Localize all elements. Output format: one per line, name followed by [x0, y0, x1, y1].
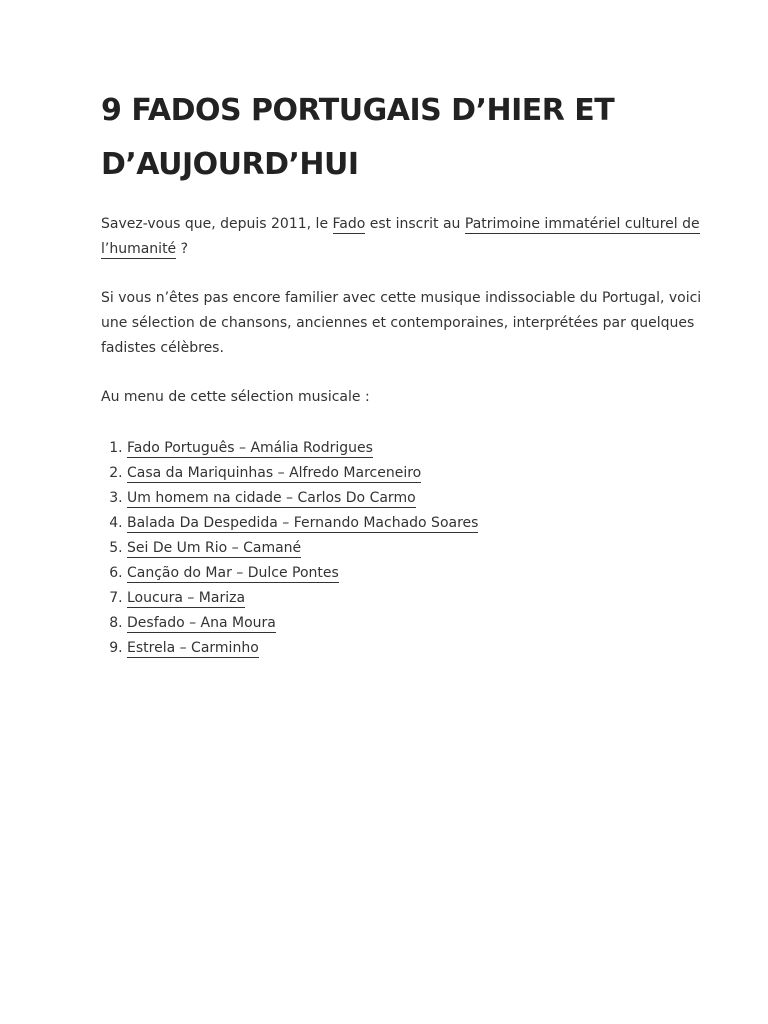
fado-link-9[interactable]: Estrela – Carminho [127, 640, 259, 656]
intro-text-3: ? [176, 241, 189, 257]
intro-paragraph [101, 212, 708, 262]
fado-link-8[interactable]: Desfado – Ana Moura [127, 615, 276, 631]
menu-intro-paragraph: Au menu de cette sélection musicale : [101, 389, 370, 405]
fado-list [101, 436, 708, 661]
fado-link[interactable]: Fado [332, 216, 366, 232]
list-item [127, 511, 708, 536]
list-item [127, 561, 708, 586]
description-paragraph: Si vous n’êtes pas encore familier avec cette musique indissociable du Portugal, voici une sélection de chansons, anciennes et contemporaines, interprétées par quelques fadistes célèbres. [101, 290, 702, 356]
intro-text-1: Savez-vous que, depuis 2011, le [101, 216, 333, 232]
fado-link-7[interactable]: Loucura – Mariza [127, 590, 246, 606]
fado-link-6[interactable]: Canção do Mar – Dulce Pontes [127, 565, 339, 581]
list-item [127, 536, 708, 561]
list-item [127, 461, 708, 486]
list-item [127, 586, 708, 611]
fado-link-1[interactable]: Fado Português – Amália Rodrigues [127, 440, 373, 456]
list-item [127, 611, 708, 636]
patrimoine-link[interactable]: Patrimoine immatériel culturel de l’humanité [101, 216, 700, 257]
fado-link-2[interactable]: Casa da Mariquinhas – Alfredo Marceneiro [127, 465, 422, 481]
fado-link-5[interactable]: Sei De Um Rio – Camané [127, 540, 302, 556]
intro-text-2: est inscrit au [365, 216, 465, 232]
list-item [127, 486, 708, 511]
list-item [127, 436, 708, 461]
article-title: 9 FADOS PORTUGAIS D’HIER ET D’AUJOURD’HUI [101, 93, 615, 182]
fado-link-4[interactable]: Balada Da Despedida – Fernando Machado Soares [127, 515, 479, 531]
fado-link-3[interactable]: Um homem na cidade – Carlos Do Carmo [127, 490, 416, 506]
list-item [127, 636, 708, 661]
